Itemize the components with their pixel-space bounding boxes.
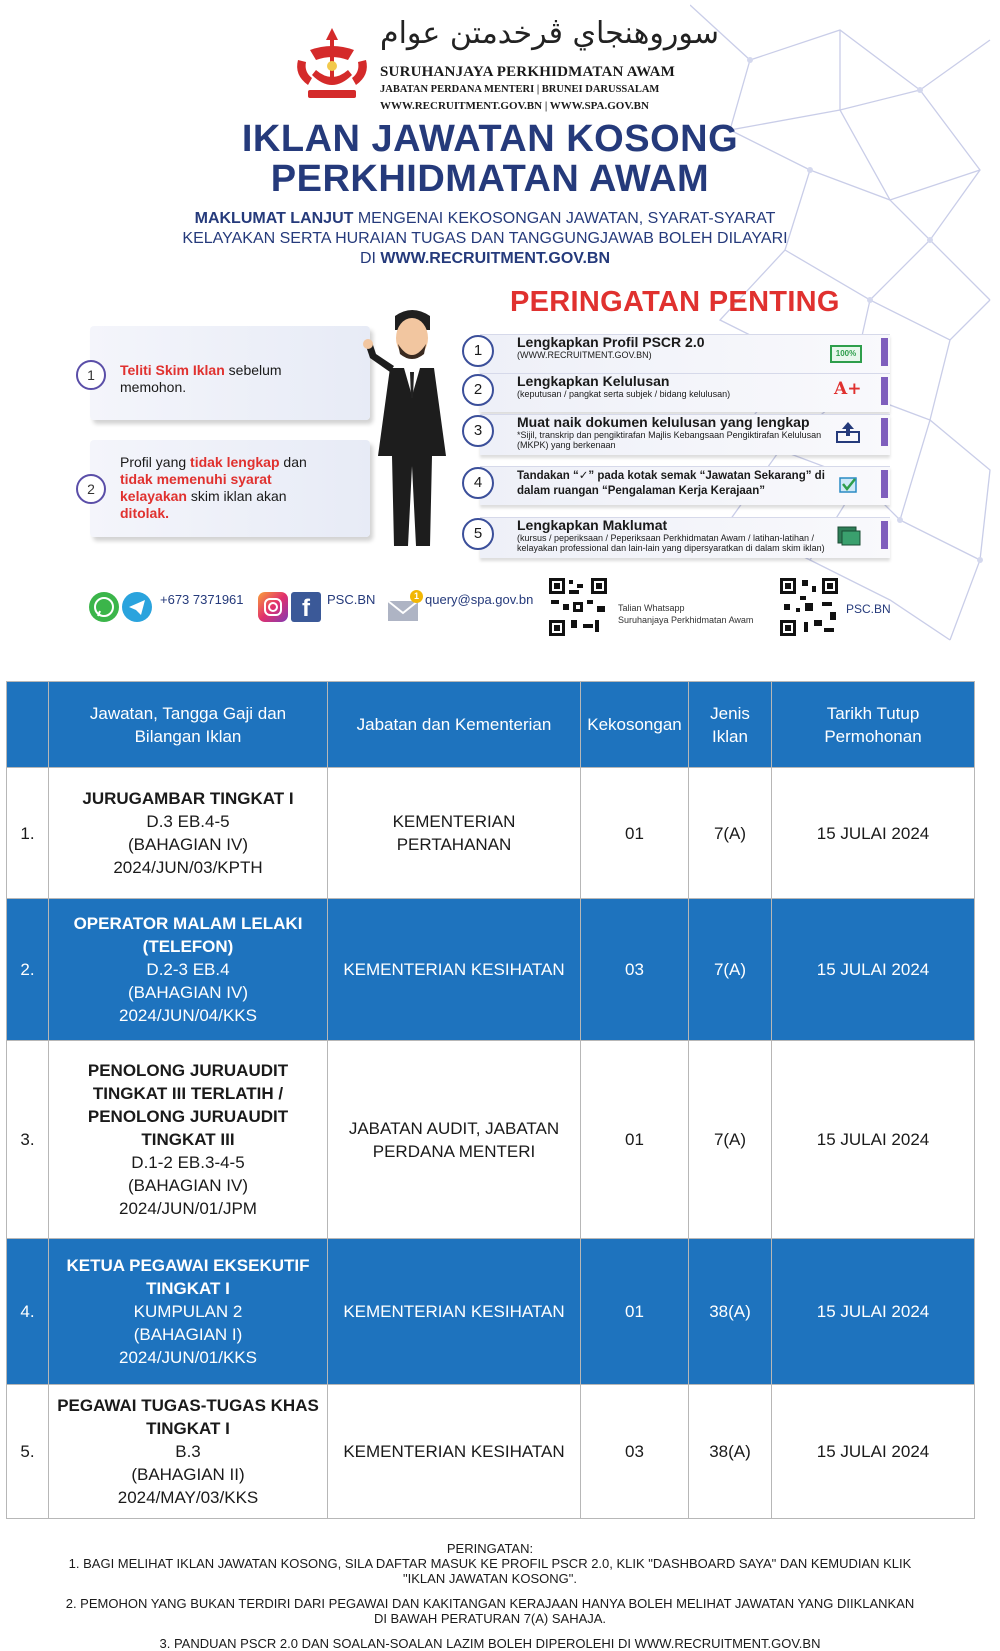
note-red: Teliti Skim Iklan: [120, 362, 225, 378]
whatsapp-icon[interactable]: [89, 592, 119, 622]
checkbox-icon: [834, 472, 862, 496]
businessman-illustration: [360, 306, 465, 552]
upload-icon: [834, 420, 862, 444]
closing-date-cell: 15 JULAI 2024: [772, 1239, 975, 1385]
position-detail: (BAHAGIAN II): [131, 1465, 245, 1484]
vacancies-cell: 03: [581, 1385, 689, 1519]
step-accent-bar: [881, 377, 888, 405]
step-title: Muat naik dokumen kelulusan yang lengkap: [517, 414, 810, 430]
header-closing-date: Tarikh Tutup Permohonan: [772, 682, 975, 768]
telegram-icon[interactable]: [122, 592, 152, 622]
table-row: [7, 1239, 975, 1385]
step-accent-bar: [881, 338, 888, 366]
step-number: 5: [462, 518, 494, 550]
facebook-icon[interactable]: f: [291, 592, 321, 622]
footer-note-2: 2. PEMOHON YANG BUKAN TERDIRI DARI PEGAWAI DAN KAKITANGAN KERAJAAN HANYA BOLEH MELIHAT JAWATAN YANG DIIKLANKAN DI BAWAH PERATURAN 7(A) SAHAJA.: [65, 1596, 915, 1626]
closing-date-cell: 15 JULAI 2024: [772, 1385, 975, 1519]
psc-qr-code[interactable]: [778, 576, 840, 638]
whatsapp-qr-code[interactable]: [547, 576, 609, 638]
note-number: 1: [76, 360, 106, 390]
footer-note-1: 1. BAGI MELIHAT IKLAN JAWATAN KOSONG, SILA DAFTAR MASUK KE PROFIL PSCR 2.0, KLIK "DASHBOARD SAYA" DAN KEMUDIAN KLIK "IKLAN JAWATAN KOSONG".: [68, 1556, 912, 1586]
whatsapp-caption-line-2: Suruhanjaya Perkhidmatan Awam: [618, 615, 754, 625]
step-accent-bar: [881, 470, 888, 498]
title-line-2: PERKHIDMATAN AWAM: [270, 158, 710, 200]
row-number: 3.: [7, 1041, 49, 1239]
position-detail: (BAHAGIAN IV): [128, 983, 248, 1002]
info-line-1: [0, 210, 970, 228]
position-cell: [49, 899, 328, 1041]
footer-heading: PERINGATAN:: [446, 1541, 534, 1556]
step-accent-bar: [881, 418, 888, 446]
whatsapp-caption-line-1: Talian Whatsapp: [618, 603, 685, 613]
step-title: Lengkapkan Maklumat: [517, 517, 668, 533]
department-cell: JABATAN AUDIT, JABATAN PERDANA MENTERI: [328, 1041, 581, 1239]
peringatan-penting-heading: PERINGATAN PENTING: [510, 286, 840, 318]
step-title: Lengkapkan Profil PSCR 2.0: [517, 334, 705, 350]
step-subtitle: *Sijil, transkrip dan pengiktirafan Majlis Kebangsaan Pengiktirafan Kelulusan (MKPK) yang berkenaan: [517, 430, 822, 450]
position-title: OPERATOR MALAM LELAKI (TELEFON): [73, 914, 303, 956]
note-red: tidak lengkap: [190, 454, 280, 470]
header-department: Jabatan dan Kementerian: [328, 682, 581, 768]
row-number: 2.: [7, 899, 49, 1041]
position-title: PENOLONG JURUAUDIT TINGKAT III TERLATIH / PENOLONG JURUAUDIT TINGKAT III: [87, 1061, 289, 1149]
position-title: JURUGAMBAR TINGKAT I: [82, 789, 294, 808]
step-number: 2: [462, 374, 494, 406]
position-detail: 2024/MAY/03/KKS: [117, 1488, 259, 1507]
department-cell: KEMENTERIAN KESIHATAN: [328, 1385, 581, 1519]
vacancies-cell: 03: [581, 899, 689, 1041]
note-number: 2: [76, 474, 106, 504]
social-handle[interactable]: PSC.BN: [327, 592, 376, 607]
table-row: [7, 899, 975, 1041]
type-cell: 7(A): [689, 1041, 772, 1239]
type-cell: 7(A): [689, 768, 772, 899]
vacancy-table: [6, 681, 975, 1519]
recruitment-link[interactable]: WWW.RECRUITMENT.GOV.BN: [380, 250, 611, 267]
org-subtitle: JABATAN PERDANA MENTERI | BRUNEI DARUSSALAM: [380, 84, 660, 95]
info-line-1-rest: MENGENAI KEKOSONGAN JAWATAN, SYARAT-SYARAT: [353, 210, 776, 227]
vacancies-cell: 01: [581, 768, 689, 899]
position-detail: D.1-2 EB.3-4-5: [131, 1153, 245, 1172]
jawi-title: سوروهنجاي ڤرخدمتن عوام: [380, 16, 719, 51]
org-websites: WWW.RECRUITMENT.GOV.BN | WWW.SPA.GOV.BN: [380, 100, 649, 112]
position-detail: B.3: [175, 1442, 201, 1461]
step-number: 3: [462, 415, 494, 447]
department-cell: KEMENTERIAN KESIHATAN: [328, 899, 581, 1041]
step-subtitle: (kursus / peperiksaan / Peperiksaan Perkhidmatan Awam / latihan-latihan / kelayakan professional dan lain-lain yang dipersyaratkan di dalam skim iklan): [517, 533, 825, 553]
step-subtitle: (WWW.RECRUITMENT.GOV.BN): [517, 350, 652, 360]
step-4: [473, 466, 890, 505]
row-number: 1.: [7, 768, 49, 899]
note-red: tidak memenuhi syarat kelayakan: [120, 471, 272, 504]
position-detail: KUMPULAN 2: [133, 1302, 243, 1321]
note-part: skim iklan akan: [186, 488, 287, 504]
row-number: 4.: [7, 1239, 49, 1385]
note-part: Profil yang: [120, 454, 191, 470]
position-cell: [49, 1041, 328, 1239]
position-detail: 2024/JUN/01/KKS: [119, 1348, 257, 1367]
position-title: KETUA PEGAWAI EKSEKUTIF TINGKAT I: [66, 1256, 310, 1298]
position-cell: [49, 768, 328, 899]
position-detail: 2024/JUN/03/KPTH: [113, 858, 263, 877]
note-text-2: [120, 454, 330, 522]
info-bold: MAKLUMAT LANJUT: [194, 210, 354, 227]
position-detail: (BAHAGIAN I): [133, 1325, 243, 1344]
closing-date-cell: 15 JULAI 2024: [772, 768, 975, 899]
note-red: ditolak.: [120, 505, 170, 521]
org-name: SURUHANJAYA PERKHIDMATAN AWAM: [380, 64, 675, 80]
type-cell: 7(A): [689, 899, 772, 1041]
position-cell: [49, 1239, 328, 1385]
position-detail: (BAHAGIAN IV): [128, 1176, 248, 1195]
header-position: Jawatan, Tangga Gaji dan Bilangan Iklan: [49, 682, 328, 768]
vacancies-cell: 01: [581, 1041, 689, 1239]
table-row: [7, 1041, 975, 1239]
department-cell: KEMENTERIAN PERTAHANAN: [328, 768, 581, 899]
header-type: Jenis Iklan: [689, 682, 772, 768]
phone-number[interactable]: +673 7371961: [160, 592, 244, 607]
vacancies-cell: 01: [581, 1239, 689, 1385]
note-part: dan: [279, 454, 307, 470]
position-detail: D.3 EB.4-5: [146, 812, 230, 831]
title-line-1: IKLAN JAWATAN KOSONG: [241, 118, 739, 160]
info-line-3: [0, 250, 970, 268]
note-rest: sebelum memohon.: [120, 362, 282, 395]
type-cell: 38(A): [689, 1239, 772, 1385]
position-detail: 2024/JUN/04/KKS: [119, 1006, 257, 1025]
brunei-crest-logo: [290, 20, 375, 105]
table-header-row: [7, 682, 975, 768]
instagram-icon[interactable]: [258, 592, 288, 622]
note-card-2: [87, 440, 370, 537]
position-detail: D.2-3 EB.4: [146, 960, 230, 979]
step-5: [473, 517, 890, 558]
qr-label: PSC.BN: [846, 602, 891, 616]
certificate-icon: [834, 523, 862, 547]
department-cell: KEMENTERIAN KESIHATAN: [328, 1239, 581, 1385]
step-title: Tandakan “✓” pada kotak semak “Jawatan Sekarang” di dalam ruangan “Pengalaman Kerja Kerajaan”: [517, 470, 825, 497]
position-detail: 2024/JUN/01/JPM: [119, 1199, 257, 1218]
row-number: 5.: [7, 1385, 49, 1519]
note-card-1: [87, 326, 370, 420]
position-title: PEGAWAI TUGAS-TUGAS KHAS TINGKAT I: [57, 1396, 319, 1438]
email-badge: 1: [410, 590, 423, 603]
position-cell: [49, 1385, 328, 1519]
header-vacancies: Kekosongan: [581, 682, 689, 768]
closing-date-cell: 15 JULAI 2024: [772, 899, 975, 1041]
whatsapp-caption: [618, 602, 753, 626]
header-no: [7, 682, 49, 768]
step-3: [473, 414, 890, 455]
note-text-1: [120, 362, 350, 396]
step-number: 4: [462, 467, 494, 499]
footer-note-3: 3. PANDUAN PSCR 2.0 DAN SOALAN-SOALAN LAZIM BOLEH DIPEROLEHI DI WWW.RECRUITMENT.GOV.BN: [159, 1636, 821, 1651]
table-row: [7, 1385, 975, 1519]
step-accent-bar: [881, 521, 888, 549]
step-1: [473, 334, 890, 373]
table-row: [7, 768, 975, 899]
step-title: Lengkapkan Kelulusan: [517, 373, 670, 389]
step-number: 1: [462, 335, 494, 367]
step-2: [473, 373, 890, 412]
type-cell: 38(A): [689, 1385, 772, 1519]
info-line-3-pre: DI: [359, 250, 381, 267]
step-subtitle: (keputusan / pangkat serta subjek / bidang kelulusan): [517, 389, 731, 399]
progress-100-icon: 100%: [830, 345, 862, 363]
email-address[interactable]: query@spa.gov.bn: [425, 592, 534, 607]
grade-a-plus-icon: A+: [834, 379, 862, 399]
position-detail: (BAHAGIAN IV): [128, 835, 248, 854]
info-line-2: KELAYAKAN SERTA HURAIAN TUGAS DAN TANGGUNGJAWAB BOLEH DILAYARI: [182, 230, 788, 247]
closing-date-cell: 15 JULAI 2024: [772, 1041, 975, 1239]
